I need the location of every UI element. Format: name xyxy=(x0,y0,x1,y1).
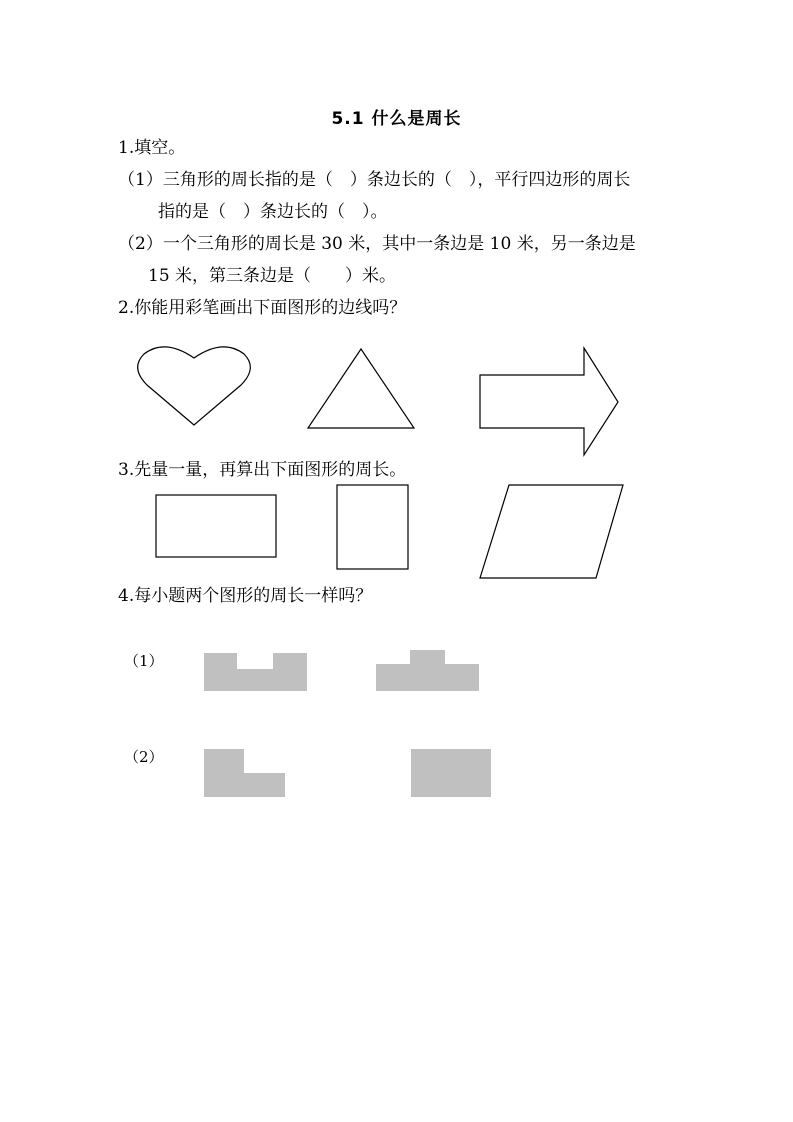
q2-heading: 2.你能用彩笔画出下面图形的边线吗？ xyxy=(118,298,407,318)
q1-item1-line1: （1）三角形的周长指的是（ ）条边长的（ ），平行四边形的周长 xyxy=(118,170,631,190)
triangle-shape xyxy=(308,349,414,428)
q4-heading: 4.每小题两个图形的周长一样吗？ xyxy=(118,586,373,606)
tall-rectangle-shape xyxy=(337,485,408,569)
q1-heading: 1.填空。 xyxy=(118,138,186,158)
gray-rectangle-shape xyxy=(411,749,491,797)
heart-shape xyxy=(138,347,251,425)
page-title: 5.1 什么是周长 xyxy=(331,109,462,129)
raised-gray-shape xyxy=(376,650,479,691)
l-gray-shape xyxy=(204,749,285,797)
q4-sub2-label: （2） xyxy=(124,748,164,766)
arrow-shape xyxy=(480,348,618,455)
q3-heading: 3.先量一量，再算出下面图形的周长。 xyxy=(118,460,407,480)
q1-item1-line2: 指的是（ ）条边长的（ ）。 xyxy=(158,202,388,222)
parallelogram-shape xyxy=(480,485,623,578)
rectangle-shape xyxy=(156,495,276,557)
q1-item2-line2: 15 米，第三条边是（ ）米。 xyxy=(148,266,397,286)
q1-item2-line1: （2）一个三角形的周长是 30 米，其中一条边是 10 米，另一条边是 xyxy=(118,234,636,254)
q4-sub1-label: （1） xyxy=(124,652,164,670)
notched-gray-shape xyxy=(204,653,307,691)
